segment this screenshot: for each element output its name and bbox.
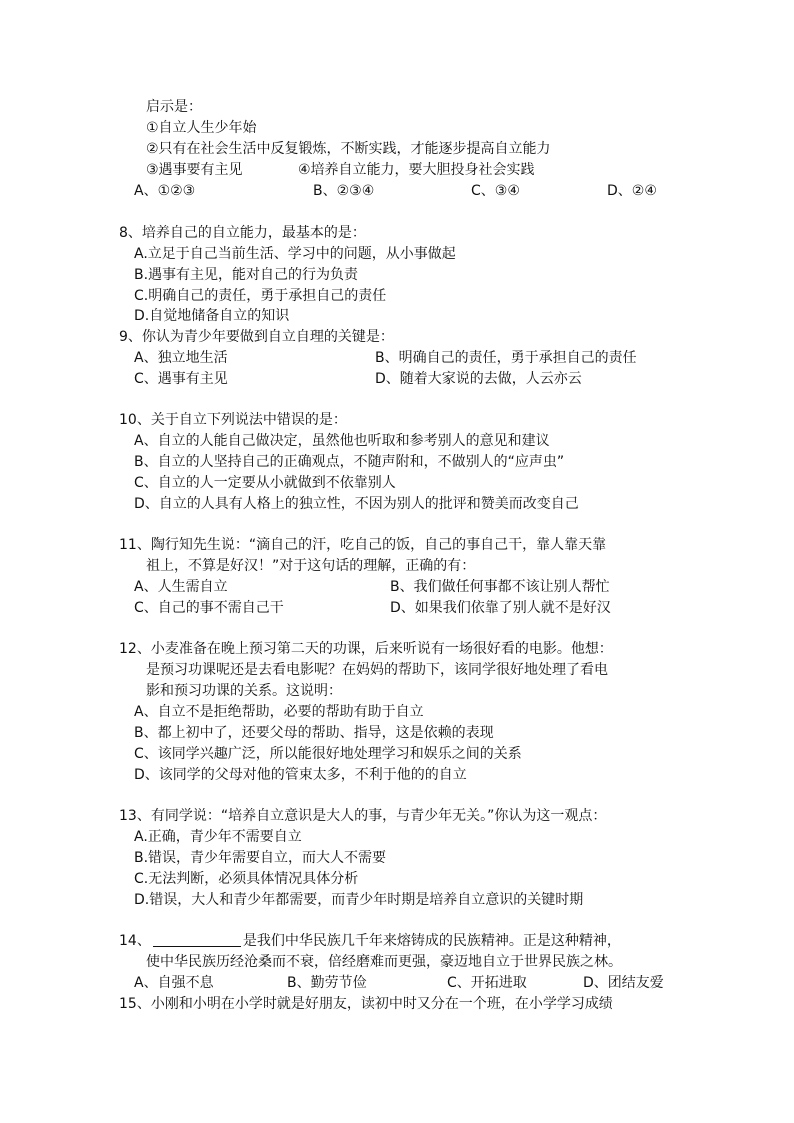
- q11-stem-line-2: 祖上，不算是好汉！”对于这句话的理解，正确的有：: [146, 558, 476, 574]
- q12-option-b: B、都上初中了，还要父母的帮助、指导，这是依赖的表现: [134, 725, 494, 741]
- prev-option-a: A、①②③: [134, 183, 196, 199]
- q14-number: 14、: [119, 933, 151, 949]
- q8-option-c: C.明确自己的责任，勇于承担自己的责任: [134, 288, 387, 304]
- q10-stem: 10、关于自立下列说法中错误的是：: [119, 412, 347, 428]
- q9-stem: 9、你认为青少年要做到自立自理的关键是：: [119, 329, 394, 345]
- q11-option-d: D、如果我们依靠了别人就不是好汉: [390, 600, 611, 616]
- q10-option-d: D、自立的人具有人格上的独立性，不因为别人的批评和赞美而改变自己: [134, 496, 579, 512]
- q14-stem-rest: 是我们中华民族几千年来熔铸成的民族精神。正是这种精神，: [242, 933, 621, 949]
- q14-answer-blank[interactable]: [153, 932, 241, 947]
- q13-option-c: C.无法判断，必须具体情况具体分析: [134, 871, 359, 887]
- q9-option-b: B、明确自己的责任，勇于承担自己的责任: [375, 350, 637, 366]
- q13-option-d: D.错误，大人和青少年都需要，而青少年时期是培养自立意识的关键时期: [134, 892, 584, 908]
- q8-option-a: A.立足于自己当前生活、学习中的问题，从小事做起: [134, 246, 456, 262]
- prev-item-1: ①自立人生少年始: [146, 120, 257, 136]
- q13-option-a: A.正确，青少年不需要自立: [134, 829, 302, 845]
- q10-option-b: B、自立的人坚持自己的正确观点，不随声附和，不做别人的“应声虫”: [134, 454, 565, 470]
- q9-option-a: A、独立地生活: [134, 350, 228, 366]
- prev-option-b: B、②③④: [313, 183, 375, 199]
- q12-option-c: C、该同学兴趣广泛，所以能很好地处理学习和娱乐之间的关系: [134, 746, 522, 762]
- q14-option-c: C、开拓进取: [447, 975, 527, 991]
- q11-option-c: C、自己的事不需自己干: [134, 600, 284, 616]
- q12-stem-line-1: 12、小麦准备在晚上预习第二天的功课，后来听说有一场很好看的电影。他想：: [119, 641, 613, 657]
- q14-option-a: A、自强不息: [134, 975, 214, 991]
- prev-item-2: ②只有在社会生活中反复锻炼，不断实践，才能逐步提高自立能力: [146, 141, 551, 157]
- q8-option-b: B.遇事有主见，能对自己的行为负责: [134, 267, 359, 283]
- q11-stem-line-1: 11、陶行知先生说：“滴自己的汗，吃自己的饭，自己的事自己干，靠人靠天靠: [119, 537, 607, 553]
- q10-option-c: C、自立的人一定要从小就做到不依靠别人: [134, 475, 396, 491]
- q13-option-b: B.错误，青少年需要自立，而大人不需要: [134, 850, 387, 866]
- q9-option-c: C、遇事有主见: [134, 371, 228, 387]
- q13-stem: 13、有同学说：“培养自立意识是大人的事，与青少年无关。”你认为这一观点：: [119, 808, 607, 824]
- prev-option-d: D、②④: [607, 183, 657, 199]
- prev-item-3: ③遇事要有主见: [146, 162, 243, 178]
- q8-option-d: D.自觉地储备自立的知识: [134, 308, 290, 324]
- q11-option-a: A、人生需自立: [134, 579, 228, 595]
- prev-item-4: ④培养自立能力，要大胆投身社会实践: [298, 162, 535, 178]
- q11-option-b: B、我们做任何事都不该让别人帮忙: [390, 579, 610, 595]
- q8-stem: 8、培养自己的自立能力，最基本的是：: [119, 225, 366, 241]
- q10-option-a: A、自立的人能自己做决定，虽然他也听取和参考别人的意见和建议: [134, 433, 550, 449]
- q12-stem-line-3: 影和预习功课的关系。这说明：: [146, 683, 342, 699]
- q12-option-d: D、该同学的父母对他的管束太多，不利于他的的自立: [134, 767, 467, 783]
- q14-option-b: B、勤劳节俭: [287, 975, 367, 991]
- q14-stem-line-2: 使中华民族历经沧桑而不衰，倍经磨难而更强，豪迈地自立于世界民族之林。: [146, 954, 622, 970]
- q12-stem-line-2: 是预习功课呢还是去看电影呢？在妈妈的帮助下，该同学很好地处理了看电: [146, 662, 608, 678]
- q15-stem: 15、小刚和小明在小学时就是好朋友，读初中时又分在一个班，在小学学习成绩: [119, 996, 613, 1012]
- prev-label: 启示是：: [146, 99, 202, 115]
- q14-stem-line-1: [119, 931, 621, 951]
- q9-option-d: D、随着大家说的去做，人云亦云: [375, 371, 582, 387]
- q14-option-d: D、团结友爱: [583, 975, 664, 991]
- prev-option-c: C、③④: [471, 183, 520, 199]
- q12-option-a: A、自立不是拒绝帮助，必要的帮助有助于自立: [134, 704, 424, 720]
